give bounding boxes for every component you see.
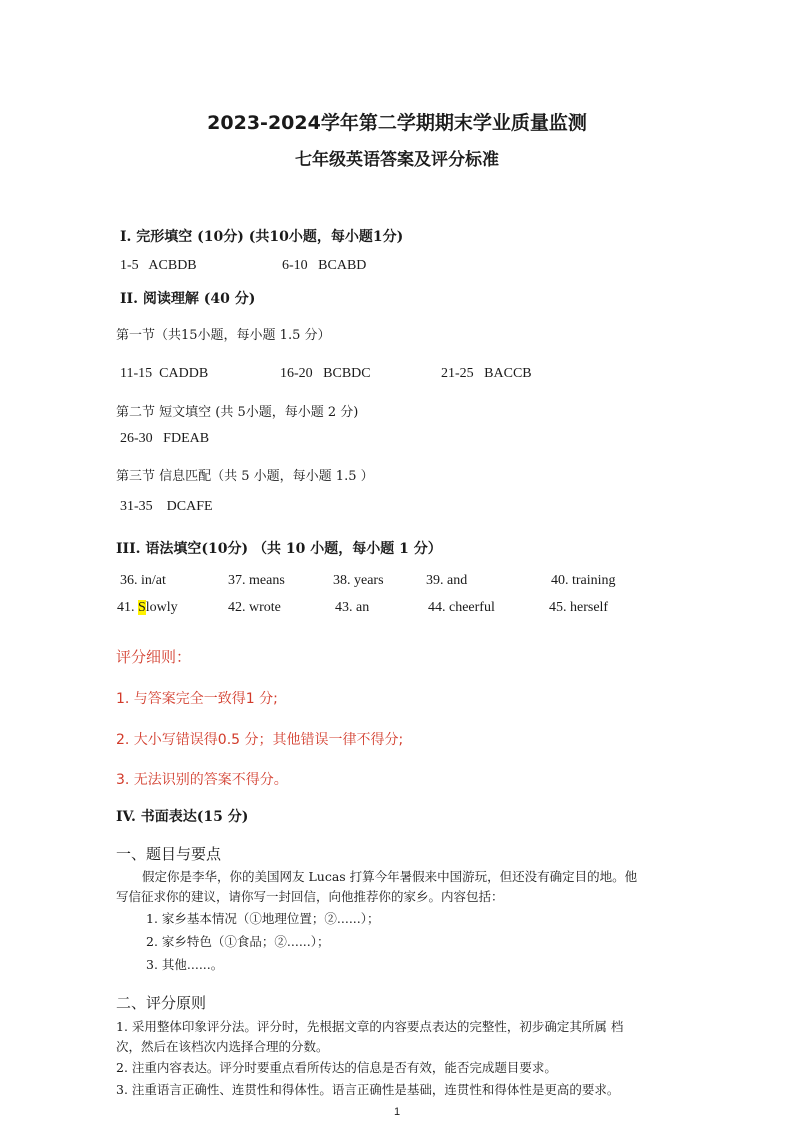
grammar-answer: 45. herself	[549, 600, 609, 615]
principle-item: 3. 注重语言正确性、连贯性和得体性。语言正确性是基础，连贯性和得体性是更高的要求。	[116, 1082, 620, 1097]
answer-row	[120, 258, 197, 274]
answer-range: 21-25	[441, 366, 474, 381]
section-reading-heading: II. 阅读理解 (40 分)	[120, 291, 256, 307]
answer-range: 6-10	[282, 258, 308, 273]
scoring-rule: 3. 无法识别的答案不得分。	[116, 772, 288, 788]
answer-value: DCAFE	[166, 499, 213, 514]
reading-part2-label: 第二节 短文填空 (共 5小题，每小题 2 分)	[116, 405, 359, 420]
grammar-answer: 43. an	[335, 600, 370, 615]
grammar-answer: 39. and	[426, 573, 468, 588]
answer-range: 1-5	[120, 258, 139, 273]
grammar-answer-highlighted	[117, 600, 178, 616]
answer-row	[120, 499, 213, 515]
answer-value: BACCB	[484, 366, 532, 381]
scoring-rules-title: 评分细则：	[116, 648, 192, 666]
grammar-answer: 36. in/at	[120, 573, 166, 588]
grammar-answer: 38. years	[333, 573, 384, 588]
topic-paragraph: 假定你是李华，你的美国网友 Lucas 打算今年暑假来中国游玩，但还没有确定目的地。他	[142, 869, 638, 884]
page-number: 1	[393, 1106, 401, 1118]
answer-row	[120, 366, 208, 382]
grammar-answer: 42. wrote	[228, 600, 281, 615]
answer-row	[120, 431, 209, 447]
reading-part3-label: 第三节 信息匹配（共 5 小题，每小题 1.5 ）	[116, 469, 374, 484]
answer-row	[280, 366, 371, 382]
answer-value: ACBDB	[148, 258, 197, 273]
scoring-rule: 1. 与答案完全一致得1 分;	[116, 691, 278, 707]
answer-range: 31-35	[120, 499, 153, 514]
answer-value: BCBDC	[323, 366, 371, 381]
page-title: 2023-2024学年第二学期期末学业质量监测	[207, 112, 587, 134]
answer-row	[282, 258, 366, 274]
highlight-mark: S	[138, 600, 146, 615]
grammar-answer: 44. cheerful	[428, 600, 495, 615]
scoring-rule: 2. 大小写错误得0.5 分；其他错误一律不得分;	[116, 732, 404, 748]
answer-value: CADDB	[159, 366, 209, 381]
answer-value: FDEAB	[163, 431, 210, 446]
principle-item: 2. 注重内容表达。评分时要重点看所传达的信息是否有效，能否完成题目要求。	[116, 1060, 557, 1075]
answer-number: 41.	[117, 600, 138, 615]
page-subtitle: 七年级英语答案及评分标准	[295, 150, 499, 170]
principle-item: 次，然后在该档次内选择合理的分数。	[116, 1039, 329, 1054]
section-writing-heading: IV. 书面表达(15 分)	[116, 809, 249, 825]
topic-paragraph: 写信征求你的建议，请你写一封回信，向他推荐你的家乡。内容包括：	[116, 889, 504, 904]
principle-item: 1. 采用整体印象评分法。评分时，先根据文章的内容要点表达的完整性，初步确定其所属 档	[116, 1019, 624, 1034]
answer-range: 26-30	[120, 431, 153, 446]
answer-range: 11-15	[120, 366, 153, 381]
topic-point: 2. 家乡特色（①食品；②......）；	[146, 934, 330, 949]
answer-rest: lowly	[145, 600, 178, 615]
topic-point: 3. 其他......。	[146, 957, 224, 972]
topic-point: 1. 家乡基本情况（①地理位置；②......）；	[146, 911, 380, 926]
answer-value: BCABD	[318, 258, 367, 273]
reading-part1-label: 第一节（共15小题，每小题 1.5 分）	[116, 328, 331, 343]
answer-range: 16-20	[280, 366, 313, 381]
section-grammar-heading: III. 语法填空(10分) （共 10 小题，每小题 1 分）	[116, 541, 442, 557]
grammar-answer: 40. training	[551, 573, 616, 588]
principles-heading: 二、评分原则	[116, 994, 207, 1012]
answer-row	[441, 366, 532, 382]
grammar-answer: 37. means	[228, 573, 285, 588]
topic-heading: 一、题目与要点	[116, 845, 222, 863]
section-cloze-heading: I. 完形填空 (10分) (共10小题，每小题1分)	[120, 229, 404, 245]
